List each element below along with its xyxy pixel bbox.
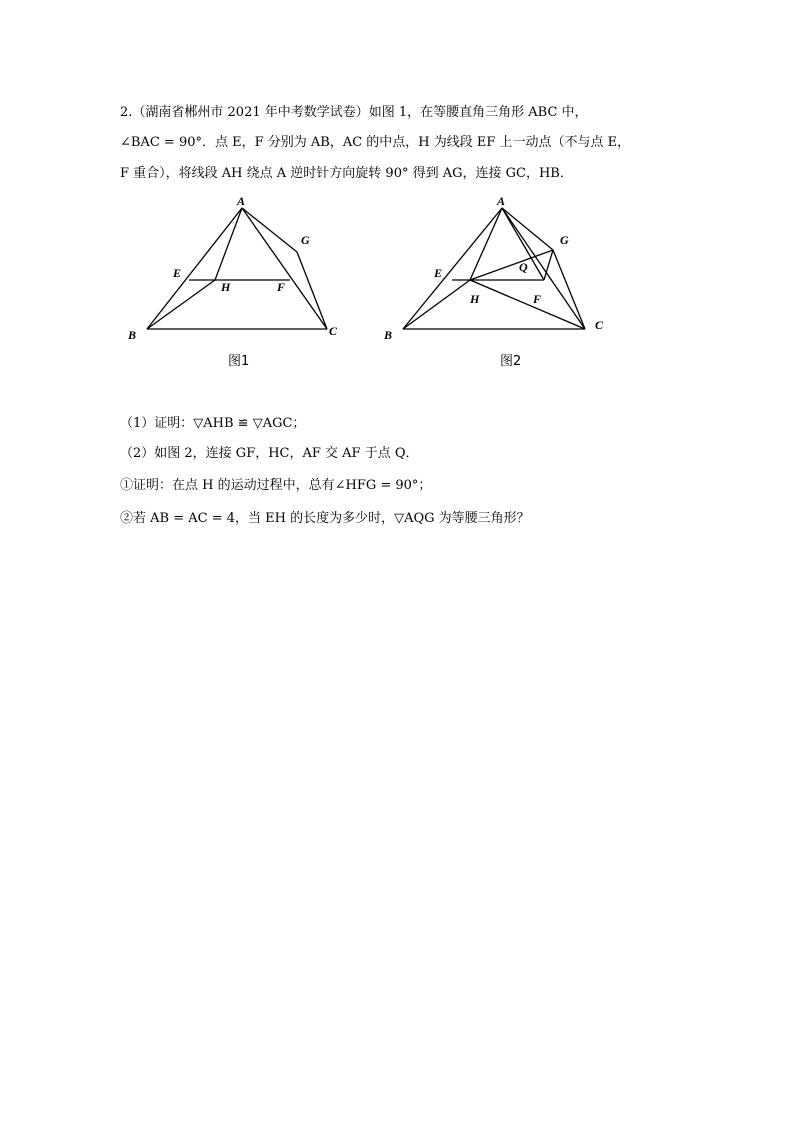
problem-intro-line-3: F 重合），将线段 AH 绕点 A 逆时针方向旋转 90° 得到 AG，连接 GC，HB．	[120, 166, 573, 181]
figure-1-label-E: E	[173, 266, 182, 280]
figure-1-label-F: F	[277, 280, 286, 294]
figure-1-label-B: B	[128, 328, 137, 342]
segment-AH	[470, 208, 502, 280]
segment-AB	[147, 208, 242, 329]
figure-1-label-H: H	[221, 280, 231, 294]
figure-2-label-Q: Q	[519, 260, 528, 274]
figure-2-label-A: A	[497, 195, 506, 208]
figure-2-label-H: H	[470, 292, 480, 306]
figure-1-diagram	[120, 195, 360, 345]
figure-2-label-E: E	[434, 266, 443, 280]
figure-2-label-B: B	[384, 328, 393, 342]
figure-2-caption: 图2	[500, 354, 522, 369]
figure-2	[380, 195, 620, 345]
figure-2-label-F: F	[533, 292, 542, 306]
figure-1-caption: 图1	[228, 354, 250, 369]
problem-intro-line-1: 2.（湖南省郴州市 2021 年中考数学试卷）如图 1，在等腰直角三角形 ABC 中，	[120, 105, 588, 120]
segment-AC	[242, 208, 327, 329]
segment-AH	[215, 208, 242, 280]
figure-2-label-G: G	[560, 233, 569, 247]
question-2: （2）如图 2，连接 GF，HC，AF 交 AF 于点 Q．	[120, 446, 419, 461]
figure-1	[120, 195, 360, 345]
question-1: （1）证明：▽AHB ≌ ▽AGC；	[120, 416, 306, 431]
figure-2-label-C: C	[595, 318, 604, 332]
figure-1-label-A: A	[237, 195, 246, 208]
figure-1-label-C: C	[329, 324, 338, 338]
question-2-part-1: ①证明：在点 H 的运动过程中，总有∠HFG = 90°；	[120, 478, 432, 493]
segment-AG	[502, 208, 553, 250]
segment-HB	[147, 280, 215, 329]
segment-GC	[297, 252, 327, 329]
problem-intro-line-2: ∠BAC = 90°．点 E，F 分别为 AB，AC 的中点，H 为线段 EF 上一动点（不与点 E，	[120, 135, 631, 150]
figure-2-diagram	[380, 195, 620, 345]
segment-AB	[403, 208, 502, 329]
segment-AG	[242, 208, 297, 252]
figure-1-label-G: G	[301, 233, 310, 247]
question-2-part-2: ②若 AB = AC = 4，当 EH 的长度为多少时，▽AQG 为等腰三角形？	[120, 511, 530, 526]
